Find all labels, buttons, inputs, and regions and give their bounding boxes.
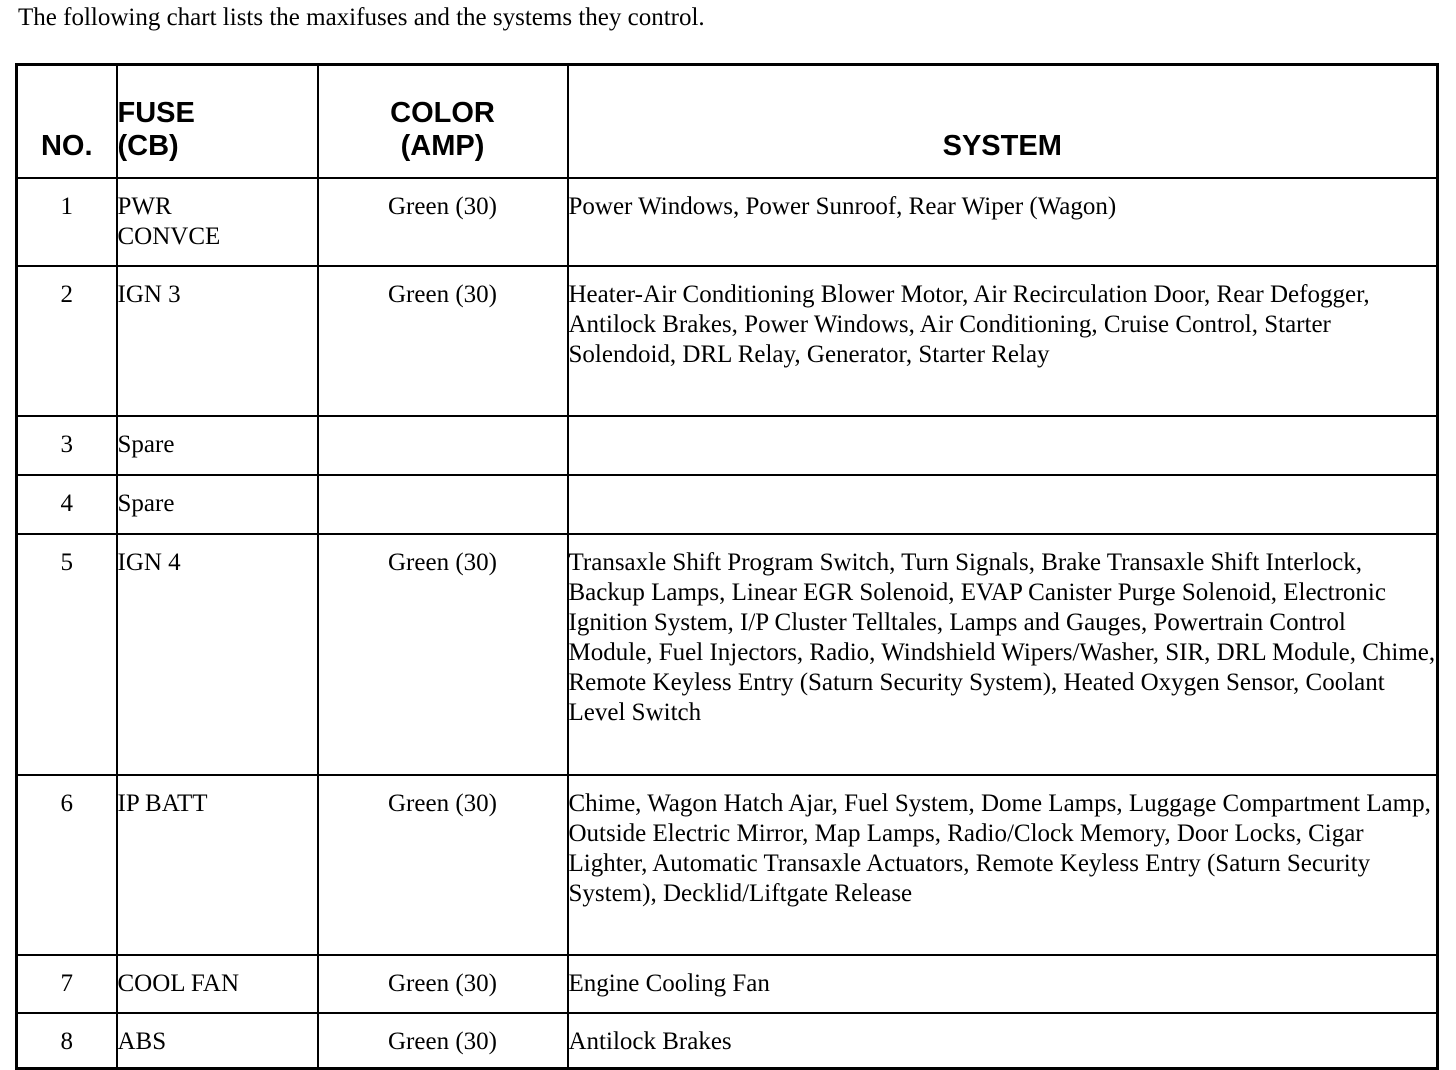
header-color-line2: (AMP)	[400, 130, 485, 162]
cell-no: 8	[17, 1013, 117, 1068]
cell-color: Green (30)	[318, 534, 568, 775]
cell-color: Green (30)	[318, 1013, 568, 1068]
table-row	[17, 775, 1438, 955]
header-color-line1: COLOR	[390, 97, 495, 129]
header-row	[17, 65, 1438, 179]
cell-no: 3	[17, 416, 117, 475]
maxifuse-table	[15, 63, 1439, 1070]
cell-fuse: IP BATT	[117, 775, 318, 955]
cell-system: Transaxle Shift Program Switch, Turn Signals, Brake Transaxle Shift Interlock, Backup Lamps, Linear EGR Solenoid, EVAP Canister Purge Solenoid, Electronic Ignition System, I/P Cluster Telltales, Lamps and Gauges, Powertrain Control Module, Fuel Injectors, Radio, Windshield Wipers/Washer, SIR, DRL Module, Chime, Remote Keyless Entry (Saturn Security System), Heated Oxygen Sensor, Coolant Level Switch	[568, 534, 1438, 775]
header-fuse-line1: FUSE	[117, 97, 195, 129]
cell-color	[318, 416, 568, 475]
cell-no: 7	[17, 955, 117, 1013]
cell-fuse: Spare	[117, 475, 318, 534]
cell-system: Power Windows, Power Sunroof, Rear Wiper (Wagon)	[568, 178, 1438, 266]
table-row	[17, 266, 1438, 416]
cell-no: 5	[17, 534, 117, 775]
cell-fuse: ABS	[117, 1013, 318, 1068]
cell-system	[568, 416, 1438, 475]
cell-color	[318, 475, 568, 534]
cell-fuse: Spare	[117, 416, 318, 475]
cell-fuse-text: PWR CONVCE	[117, 193, 221, 250]
cell-no: 1	[17, 178, 117, 266]
table-row	[17, 955, 1438, 1013]
header-fuse-line2: (CB)	[117, 130, 179, 162]
cell-system: Antilock Brakes	[568, 1013, 1438, 1068]
table-row	[17, 416, 1438, 475]
table-row	[17, 475, 1438, 534]
header-system: SYSTEM	[568, 65, 1438, 179]
cell-system: Chime, Wagon Hatch Ajar, Fuel System, Dome Lamps, Luggage Compartment Lamp, Outside Electric Mirror, Map Lamps, Radio/Clock Memory, Door Locks, Cigar Lighter, Automatic Transaxle Actuators, Remote Keyless Entry (Saturn Security System), Decklid/Liftgate Release	[568, 775, 1438, 955]
intro-text: The following chart lists the maxifuses and the systems they control.	[18, 4, 705, 31]
cell-fuse: IGN 3	[117, 266, 318, 416]
cell-system: Heater-Air Conditioning Blower Motor, Air Recirculation Door, Rear Defogger, Antilock Brakes, Power Windows, Air Conditioning, Cruise Control, Starter Solendoid, DRL Relay, Generator, Starter Relay	[568, 266, 1438, 416]
cell-color: Green (30)	[318, 266, 568, 416]
cell-no: 2	[17, 266, 117, 416]
table-row	[17, 534, 1438, 775]
cell-color: Green (30)	[318, 955, 568, 1013]
cell-system: Engine Cooling Fan	[568, 955, 1438, 1013]
cell-fuse: IGN 4	[117, 534, 318, 775]
header-fuse	[117, 65, 318, 179]
cell-no: 4	[17, 475, 117, 534]
table-row	[17, 1013, 1438, 1068]
cell-fuse: COOL FAN	[117, 955, 318, 1013]
header-color	[318, 65, 568, 179]
cell-color: Green (30)	[318, 775, 568, 955]
cell-no: 6	[17, 775, 117, 955]
table-row	[17, 178, 1438, 266]
cell-fuse	[117, 178, 318, 266]
cell-system	[568, 475, 1438, 534]
cell-color: Green (30)	[318, 178, 568, 266]
header-no: NO.	[17, 65, 117, 179]
